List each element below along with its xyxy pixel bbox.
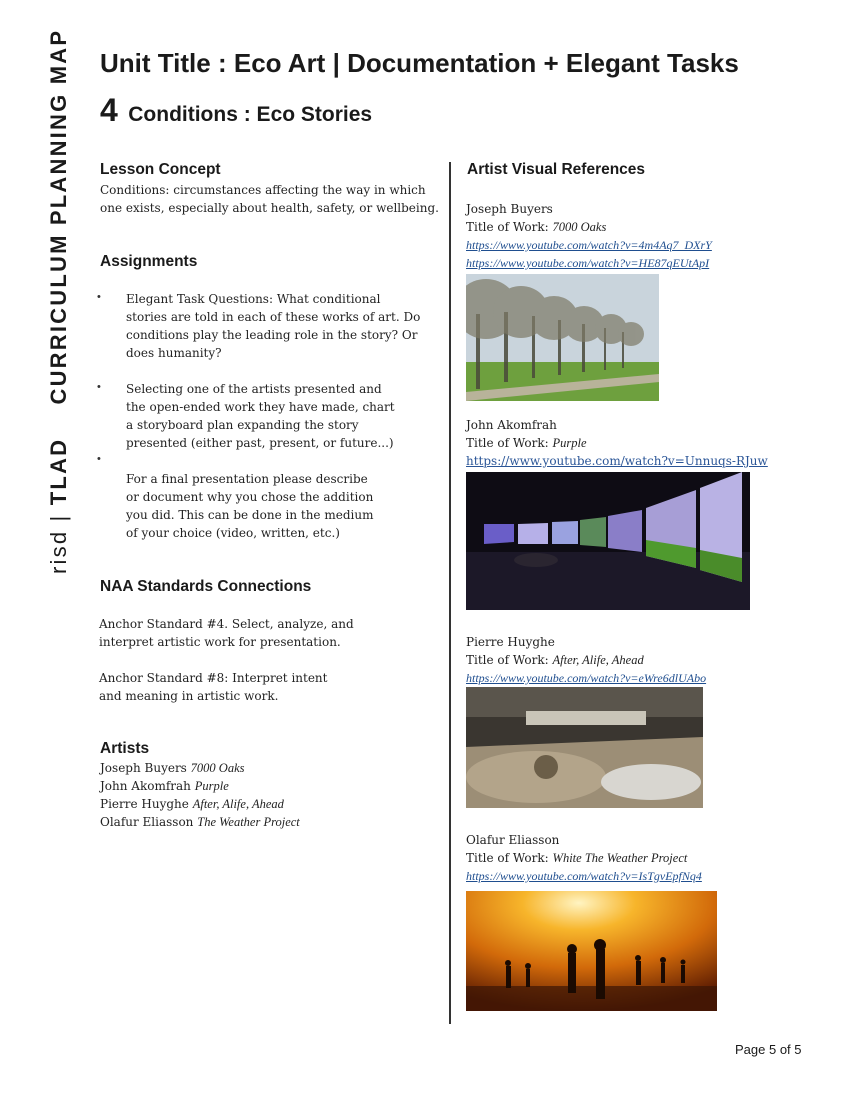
video-link[interactable]: https://www.youtube.com/watch?v=4m4Aq7_DXrY: [466, 238, 712, 252]
text-line: a storyboard plan expanding the story: [126, 418, 359, 432]
program-name: TLAD: [46, 437, 71, 506]
work-title-row: Title of Work: Purple: [466, 436, 587, 450]
list-item: John Akomfrah Purple: [100, 779, 229, 793]
list-item: Joseph Buyers 7000 Oaks: [100, 761, 245, 775]
video-link[interactable]: https://www.youtube.com/watch?v=HE87qEUtApI: [466, 256, 710, 270]
page-number: Page 5 of 5: [735, 1042, 802, 1057]
after-alife-ahead-photo: [466, 687, 703, 808]
standards-heading: NAA Standards Connections: [100, 578, 312, 595]
reference-entry: [466, 200, 836, 272]
standard-item: [99, 615, 439, 651]
work-title-row: Title of Work: 7000 Oaks: [466, 220, 607, 234]
lesson-title: Conditions : Eco Stories: [128, 103, 373, 126]
text-line: the open-ended work they have made, chart: [126, 400, 395, 414]
map-title: CURRICULUM PLANNING MAP: [46, 28, 71, 405]
text-line: or document why you chose the addition: [126, 490, 374, 504]
bullet: •: [97, 291, 101, 303]
references-heading: Artist Visual References: [467, 161, 646, 178]
text-line: Selecting one of the artists presented and: [126, 382, 382, 396]
text-line: presented (either past, present, or future...): [126, 436, 394, 450]
text-line: Anchor Standard #8: Interpret intent: [99, 671, 328, 685]
reference-entry: [466, 831, 836, 885]
text-line: Anchor Standard #4. Select, analyze, and: [99, 617, 354, 631]
text-line: Elegant Task Questions: What conditional: [126, 292, 381, 306]
assignment-item: [126, 290, 436, 362]
standard-item: [99, 669, 439, 705]
text-line: and meaning in artistic work.: [99, 689, 279, 703]
assignment-item: [126, 470, 436, 542]
artist-name: Olafur Eliasson: [466, 833, 560, 847]
column-divider: [449, 162, 451, 1024]
lesson-concept-heading: Lesson Concept: [100, 161, 221, 178]
text-line: For a final presentation please describe: [126, 472, 368, 486]
video-link[interactable]: https://www.youtube.com/watch?v=Unnuqs-RJuw: [466, 454, 768, 468]
reference-entry: [466, 633, 836, 687]
weather-project-photo: [466, 891, 717, 1011]
artist-name: Pierre Huyghe: [466, 635, 555, 649]
bullet: •: [97, 381, 101, 393]
unit-title: Unit Title : Eco Art | Documentation + Elegant Tasks: [100, 48, 739, 78]
video-link[interactable]: https://www.youtube.com/watch?v=IsTgvEpfNq4: [466, 869, 702, 883]
text-line: conditions play the leading role in the story? Or: [126, 328, 418, 342]
text-line: Conditions: circumstances affecting the way in which: [100, 183, 426, 197]
text-line: one exists, especially about health, safety, or wellbeing.: [100, 201, 439, 215]
assignment-item: [126, 380, 436, 452]
work-title-row: Title of Work: After, Alife, Ahead: [466, 653, 644, 667]
work-title-row: Title of Work: White The Weather Project: [466, 851, 688, 865]
video-link[interactable]: https://www.youtube.com/watch?v=eWre6dlUAbo: [466, 671, 707, 685]
list-item: Pierre Huyghe After, Alife, Ahead: [100, 797, 284, 811]
artists-list: [100, 759, 440, 831]
assignments-heading: Assignments: [100, 253, 198, 270]
vertical-side-title: [46, 14, 76, 574]
lesson-number: 4: [100, 92, 118, 128]
list-item: Olafur Eliasson The Weather Project: [100, 815, 300, 829]
lesson-title-row: [100, 92, 372, 129]
side-separator: |: [46, 505, 71, 522]
artist-name: John Akomfrah: [466, 418, 557, 432]
purple-installation-photo: [466, 472, 750, 610]
text-line: of your choice (video, written, etc.): [126, 526, 340, 540]
reference-entry: [466, 416, 836, 470]
text-line: you did. This can be done in the medium: [126, 508, 374, 522]
artists-heading: Artists: [100, 740, 150, 757]
lesson-concept-text: [100, 181, 440, 217]
bullet: •: [97, 453, 101, 465]
oaks-photo: [466, 274, 659, 401]
text-line: stories are told in each of these works of art. Do: [126, 310, 421, 324]
artist-name: Joseph Buyers: [466, 202, 553, 216]
text-line: interpret artistic work for presentation.: [99, 635, 341, 649]
brand-risd: risd: [46, 529, 71, 574]
text-line: does humanity?: [126, 346, 222, 360]
